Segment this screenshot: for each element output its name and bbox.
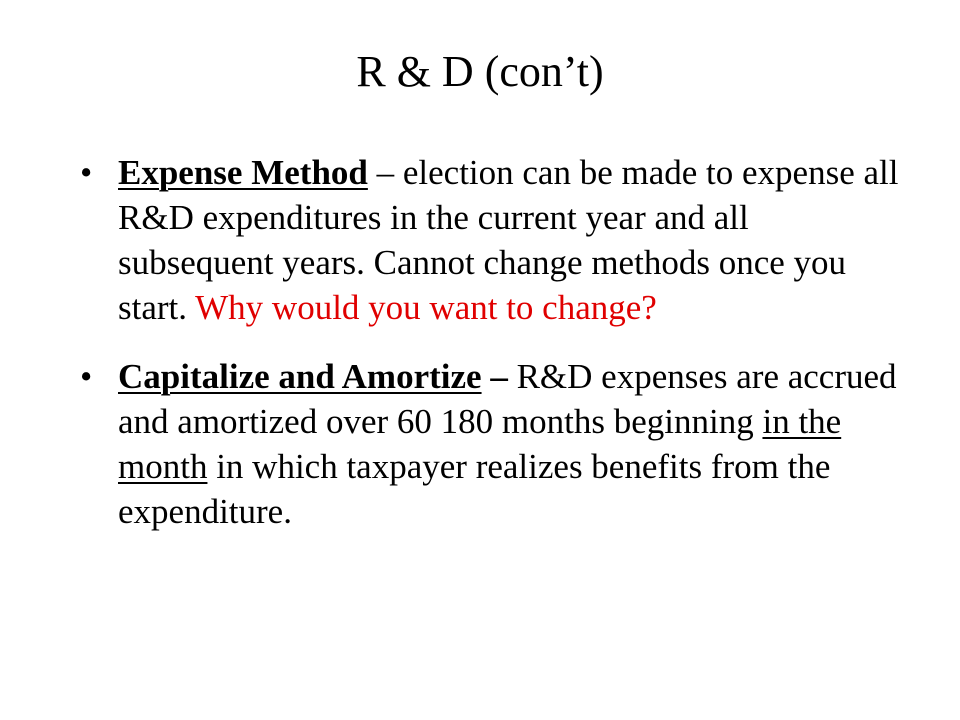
bullet-list — [80, 150, 900, 558]
bullet-marker: • — [80, 153, 93, 192]
bullet-marker: • — [80, 357, 93, 396]
slide-title: R & D (con’t) — [356, 47, 604, 96]
bullet-capitalize-amortize — [80, 354, 900, 534]
bullet-text-before: R&D expenses are accrued and amortized over 60 180 months beginning — [118, 357, 897, 441]
bullet-dash: – — [481, 357, 517, 396]
bullet-text-after: in which taxpayer realizes benefits from the expenditure. — [118, 447, 831, 531]
bullet-expense-method — [80, 150, 900, 330]
term-expense-method: Expense Method — [118, 153, 368, 192]
question-text: Why would you want to change? — [195, 288, 657, 327]
term-capitalize-amortize: Capitalize and Amortize — [118, 357, 482, 396]
bullet-text: – election can be made to expense all R&D expenditures in the current year and all subsequent years. Cannot change methods once you start. — [118, 153, 899, 327]
underlined-phrase: in the month — [118, 402, 842, 486]
